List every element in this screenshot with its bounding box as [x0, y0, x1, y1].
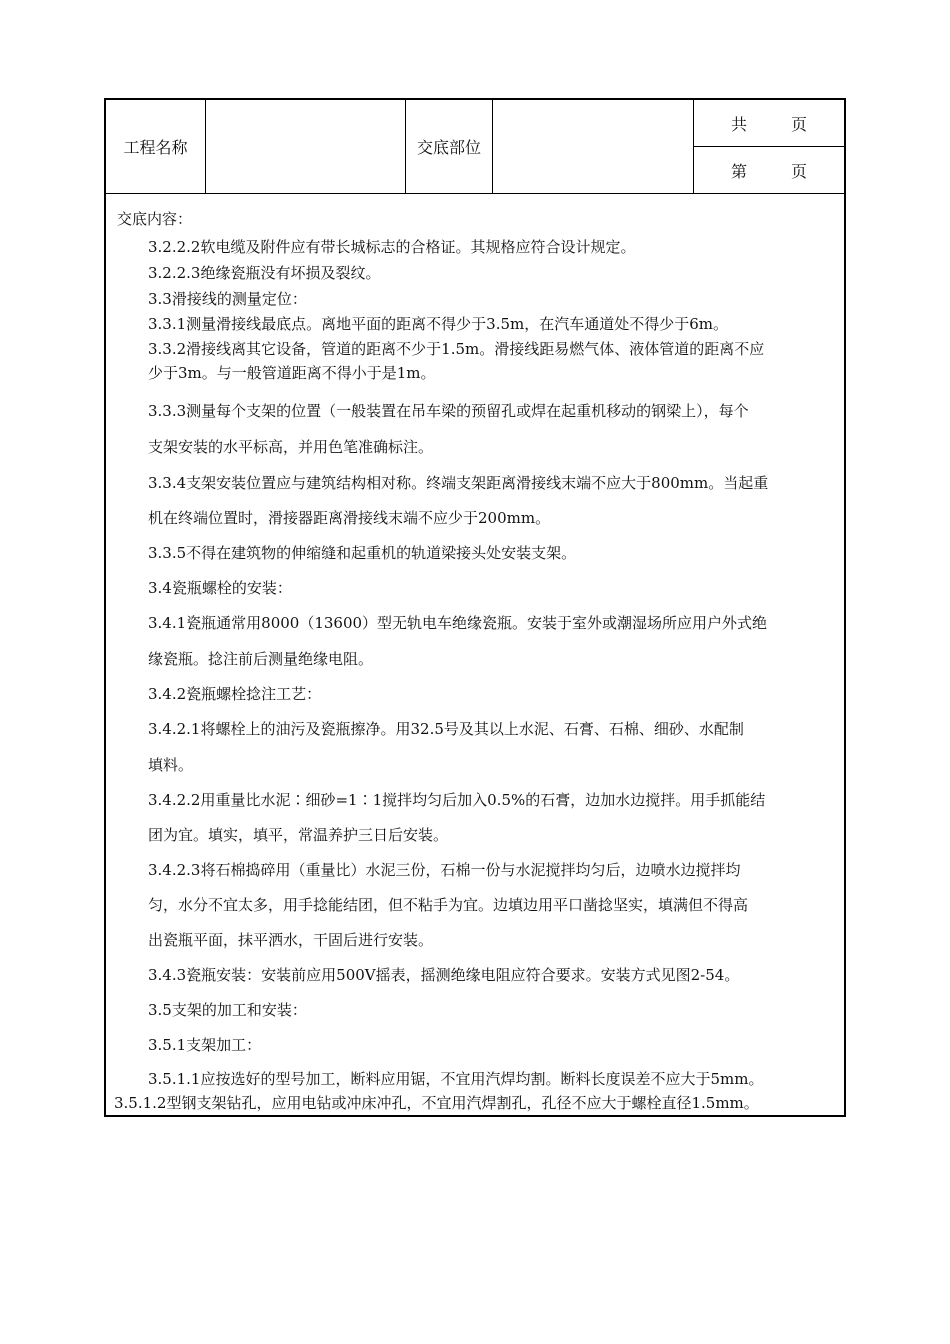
disclosure-form — [104, 98, 846, 1117]
content-line: 机在终端位置时，滑接器距离滑接线末端不应少于200mm。 — [148, 509, 551, 527]
page-number — [694, 147, 844, 193]
content-line: 3.4.2瓷瓶螺栓捻注工艺： — [148, 685, 322, 703]
page-no-left: 第 — [730, 161, 747, 181]
content-line: 缘瓷瓶。捻注前后测量绝缘电阻。 — [148, 650, 374, 668]
content-line: 3.5.1.1应按选好的型号加工，断料应用锯，不宜用汽焊均割。断料长度误差不应大于5mm。 — [148, 1070, 764, 1088]
project-name-label: 工程名称 — [106, 100, 206, 193]
total-pages-left: 共 — [730, 114, 747, 134]
content-line: 3.5支架的加工和安装： — [148, 1001, 307, 1019]
content-line: 匀，水分不宜太多，用手捻能结团，但不粘手为宜。边填边用平口凿捻坚实，填满但不得高 — [148, 896, 749, 914]
page-no-right: 页 — [791, 161, 808, 181]
content-line: 3.3.3测量每个支架的位置（一般装置在吊车梁的预留孔或焊在起重机移动的钢梁上），每个 — [148, 402, 749, 420]
content-line: 填料。 — [148, 756, 194, 774]
content-line: 3.4瓷瓶螺栓的安装： — [148, 579, 292, 597]
location-value — [493, 100, 694, 193]
content-line: 3.5.1支架加工： — [148, 1036, 262, 1054]
content-title: 交底内容： — [117, 210, 193, 228]
content-line: 3.3.1测量滑接线最底点。离地平面的距离不得少于3.5m，在汽车通道处不得少于6m。 — [148, 315, 729, 333]
content-line: 支架安装的水平标高，并用色笔准确标注。 — [148, 438, 434, 456]
total-pages-right: 页 — [791, 114, 808, 134]
project-name-value — [206, 100, 406, 193]
content-line: 3.5.1.2型钢支架钻孔，应用电钻或冲床冲孔，不宜用汽焊割孔，孔径不应大于螺栓直径1.5mm。 — [114, 1094, 759, 1112]
form-header — [106, 100, 844, 194]
content-line: 出瓷瓶平面，抹平洒水，干固后进行安装。 — [148, 931, 434, 949]
content-line: 3.4.2.1将螺栓上的油污及瓷瓶擦净。用32.5号及其以上水泥、石膏、石棉、细砂、水配制 — [148, 720, 744, 738]
content-line: 3.2.2.3绝缘瓷瓶没有坏损及裂纹。 — [148, 264, 381, 282]
content-line: 3.4.1瓷瓶通常用8000（13600）型无轨电车绝缘瓷瓶。安装于室外或潮湿场所应用户外式绝 — [148, 614, 768, 632]
page-info — [694, 100, 844, 193]
content-line: 3.3.5不得在建筑物的伸缩缝和起重机的轨道梁接头处安装支架。 — [148, 544, 577, 562]
content-line: 3.2.2.2软电缆及附件应有带长城标志的合格证。其规格应符合设计规定。 — [148, 238, 636, 256]
content-line: 3.4.3瓷瓶安装：安装前应用500V摇表，摇测绝缘电阻应符合要求。安装方式见图2-54。 — [148, 966, 740, 984]
content-line: 3.3.4支架安装位置应与建筑结构相对称。终端支架距离滑接线末端不应大于800mm。当起重 — [148, 474, 769, 492]
content-line: 3.3.2滑接线离其它设备，管道的距离不少于1.5m。滑接线距易燃气体、液体管道的距离不应 — [148, 340, 765, 358]
content-line: 团为宜。填实，填平，常温养护三日后安装。 — [148, 826, 449, 844]
total-pages — [694, 100, 844, 147]
content-line: 少于3m。与一般管道距离不得小于是1m。 — [148, 364, 436, 382]
location-label: 交底部位 — [406, 100, 493, 193]
content-line: 3.4.2.3将石棉捣碎用（重量比）水泥三份，石棉一份与水泥搅拌均匀后，边喷水边搅拌均 — [148, 861, 741, 879]
content-line: 3.4.2.2用重量比水泥∶细砂=1∶1搅拌均匀后加入0.5%的石膏，边加水边搅拌。用手抓能结 — [148, 791, 766, 809]
content-line: 3.3滑接线的测量定位： — [148, 290, 307, 308]
